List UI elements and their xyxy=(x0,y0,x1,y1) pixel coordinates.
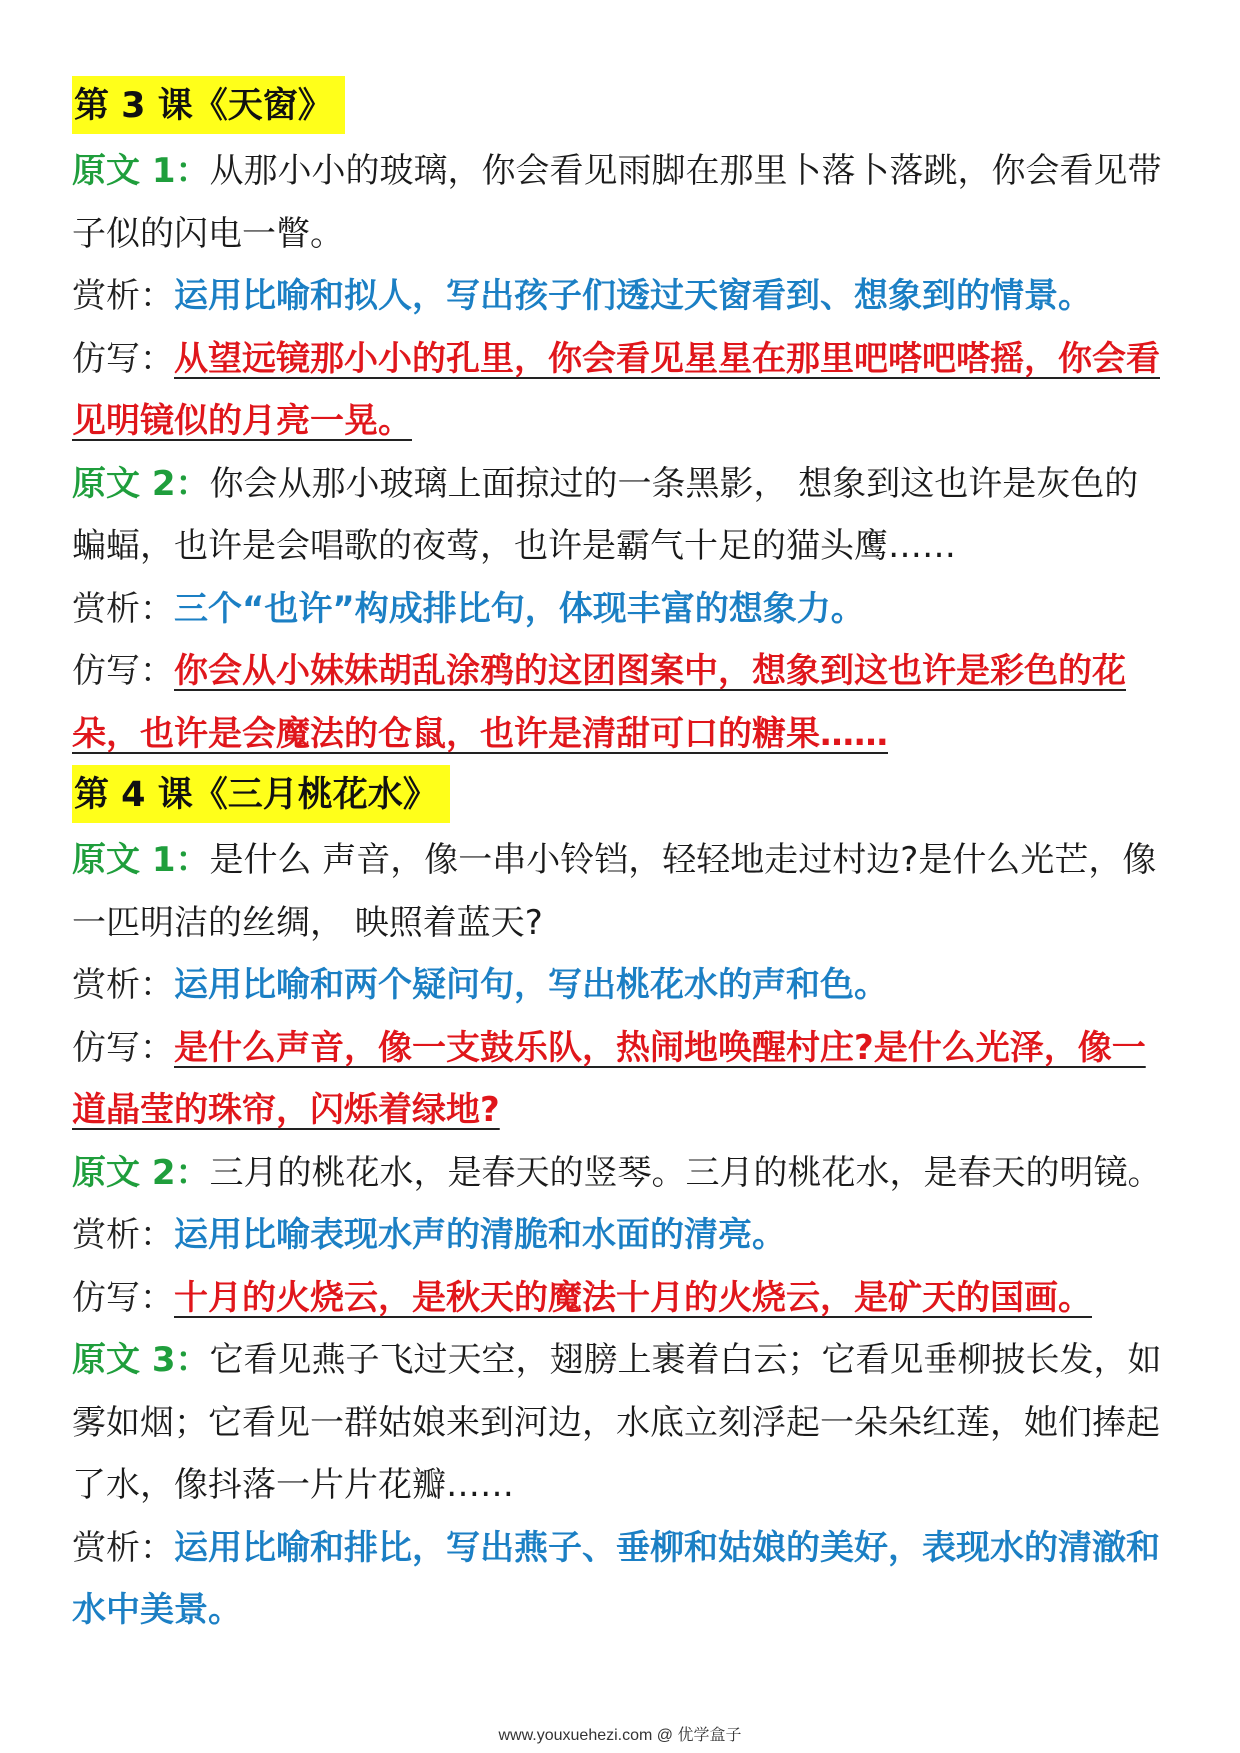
lesson-4-original-1 xyxy=(72,829,1172,954)
imitation-text: 你会从小妹妹胡乱涂鸦的这团图案中，想象到这也许是彩色的花朵，也许是会魔法的仓鼠，也许是清甜可口的糖果…… xyxy=(72,651,1126,754)
analysis-text: 运用比喻和两个疑问句，写出桃花水的声和色。 xyxy=(174,965,888,1005)
imitation-label: 仿写： xyxy=(72,338,174,379)
lesson-4-original-2 xyxy=(72,1142,1172,1205)
lesson-4-original-3 xyxy=(72,1329,1172,1517)
worksheet xyxy=(72,76,1172,1642)
original-text: 是什么 声音，像一串小铃铛，轻轻地走过村边?是什么光芒，像一匹明洁的丝绸， 映照着蓝天? xyxy=(72,840,1157,943)
analysis-label: 赏析： xyxy=(72,588,174,629)
imitation-label: 仿写： xyxy=(72,1277,174,1318)
analysis-text: 运用比喻表现水声的清脆和水面的清亮。 xyxy=(174,1215,786,1255)
lesson-3-imitation-2 xyxy=(72,640,1172,765)
original-label: 原文 1： xyxy=(72,151,210,191)
analysis-text: 三个“也许”构成排比句，体现丰富的想象力。 xyxy=(174,588,865,629)
lesson-3-original-2 xyxy=(72,453,1172,578)
lesson-3-imitation-1 xyxy=(72,328,1172,453)
lesson-4-analysis-1 xyxy=(72,954,1172,1017)
original-label: 原文 1： xyxy=(72,840,210,880)
lesson-4-imitation-1 xyxy=(72,1017,1172,1142)
imitation-label: 仿写： xyxy=(72,1027,174,1068)
analysis-text: 运用比喻和排比，写出燕子、垂柳和姑娘的美好，表现水的清澈和水中美景。 xyxy=(72,1527,1160,1630)
lesson-3-analysis-2 xyxy=(72,578,1172,641)
original-text: 从那小小的玻璃，你会看见雨脚在那里卜落卜落跳，你会看见带子似的闪电一瞥。 xyxy=(72,151,1162,254)
imitation-text: 十月的火烧云，是秋天的魔法十月的火烧云，是矿天的国画。 xyxy=(174,1277,1092,1318)
original-label: 原文 2： xyxy=(72,463,210,504)
analysis-label: 赏析： xyxy=(72,276,174,316)
analysis-label: 赏析： xyxy=(72,965,174,1005)
lesson-4-heading: 第 4 课《三月桃花水》 xyxy=(72,765,450,823)
original-label: 原文 3： xyxy=(72,1340,210,1380)
lesson-3-original-1 xyxy=(72,140,1172,265)
original-label: 原文 2： xyxy=(72,1152,210,1193)
imitation-text: 是什么声音，像一支鼓乐队，热闹地唤醒村庄?是什么光泽，像一道晶莹的珠帘，闪烁着绿地? xyxy=(72,1027,1146,1130)
lesson-3-analysis-1 xyxy=(72,265,1172,328)
imitation-text: 从望远镜那小小的孔里，你会看见星星在那里吧嗒吧嗒摇，你会看见明镜似的月亮一晃。 xyxy=(72,338,1160,441)
footer-watermark: www.youxuehezi.com @ 优学盒子 xyxy=(498,1727,742,1744)
lesson-4-analysis-3 xyxy=(72,1517,1172,1642)
original-text: 它看见燕子飞过天空，翅膀上裹着白云；它看见垂柳披长发，如雾如烟；它看见一群姑娘来到河边，水底立刻浮起一朵朵红莲，她们捧起了水，像抖落一片片花瓣…… xyxy=(72,1340,1162,1505)
lesson-4-imitation-2 xyxy=(72,1267,1172,1330)
original-text: 你会从那小玻璃上面掠过的一条黑影， 想象到这也许是灰色的蝙蝠，也许是会唱歌的夜莺，也许是霸气十足的猫头鹰…… xyxy=(72,463,1139,566)
original-text: 三月的桃花水，是春天的竖琴。三月的桃花水，是春天的明镜。 xyxy=(209,1152,1162,1193)
analysis-label: 赏析： xyxy=(72,1215,174,1255)
analysis-label: 赏析： xyxy=(72,1527,174,1568)
imitation-label: 仿写： xyxy=(72,651,174,691)
analysis-text: 运用比喻和拟人，写出孩子们透过天窗看到、想象到的情景。 xyxy=(174,276,1092,316)
lesson-4-analysis-2 xyxy=(72,1204,1172,1267)
lesson-3-heading: 第 3 课《天窗》 xyxy=(72,76,345,134)
